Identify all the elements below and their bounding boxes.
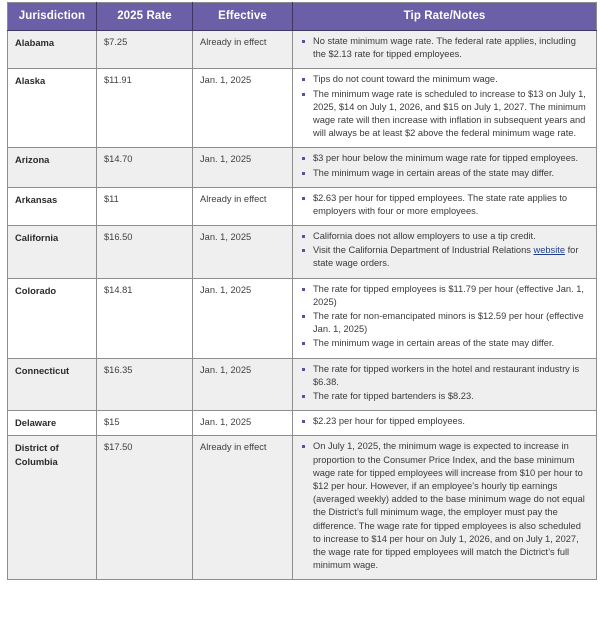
cell-rate: $11 (97, 187, 193, 225)
cell-notes (293, 278, 597, 358)
cell-jurisdiction: Arkansas (8, 187, 97, 225)
note-text-before-link: Visit the California Department of Industrial Relations (313, 245, 534, 256)
cell-notes (293, 226, 597, 279)
note-list (301, 192, 589, 218)
note-list (301, 152, 589, 179)
note-item: On July 1, 2025, the minimum wage is expected to increase in proportion to the Consumer Price Index, and the base minimum wage rate for tipped employees will increase from $10 per hour to $12 per hour. However, if an employee’s hourly tip earnings (averaged weekly) added to the base minimum wage do not equal the District’s full minimum wage, the employer must pay the difference. The wage rate for tipped employees is also scheduled to increase to $14 per hour on July 1, 2026, and on July 1, 2027, the wage rate for tipped employees will match the Dictrict’s full minimum wage. (301, 440, 589, 572)
table-row (8, 69, 597, 148)
cell-effective: Jan. 1, 2025 (193, 148, 293, 187)
column-header-effective: Effective (193, 3, 293, 31)
table-row (8, 411, 597, 436)
note-item: California does not allow employers to use a tip credit. (301, 230, 589, 243)
cell-rate: $16.50 (97, 226, 193, 279)
cell-jurisdiction: District of Columbia (8, 436, 97, 580)
cell-rate: $11.91 (97, 69, 193, 148)
table-row (8, 358, 597, 411)
cell-notes (293, 31, 597, 69)
note-item: $2.63 per hour for tipped employees. The state rate applies to employers with four or more employees. (301, 192, 589, 218)
note-list (301, 73, 589, 140)
note-item: Tips do not count toward the minimum wage. (301, 73, 589, 86)
cell-notes (293, 411, 597, 436)
cell-notes (293, 187, 597, 225)
cell-effective: Already in effect (193, 31, 293, 69)
note-list (301, 35, 589, 61)
note-item (301, 244, 589, 270)
cell-jurisdiction: Delaware (8, 411, 97, 436)
note-item: No state minimum wage rate. The federal rate applies, including the $2.13 rate for tipped employees. (301, 35, 589, 61)
cell-notes (293, 436, 597, 580)
note-text-after-link: for state wage orders. (313, 245, 579, 269)
note-item: The rate for non-emancipated minors is $12.59 per hour (effective Jan. 1, 2025) (301, 310, 589, 336)
cell-effective: Jan. 1, 2025 (193, 358, 293, 411)
note-item: The minimum wage rate is scheduled to increase to $13 on July 1, 2025, $14 on July 1, 2026, and $15 on July 1, 2027. The minimum wage rate will then increase with inflation in subsequent years and will always be at least $2 above the federal minimum wage rate. (301, 88, 589, 141)
cell-rate: $14.81 (97, 278, 193, 358)
note-item: $2.23 per hour for tipped employees. (301, 415, 589, 428)
note-item: The rate for tipped workers in the hotel and restaurant industry is $6.38. (301, 363, 589, 389)
column-header-notes: Tip Rate/Notes (293, 3, 597, 31)
cell-jurisdiction: Alabama (8, 31, 97, 69)
column-header-rate: 2025 Rate (97, 3, 193, 31)
cell-rate: $17.50 (97, 436, 193, 580)
table-header (8, 3, 597, 31)
cell-jurisdiction: California (8, 226, 97, 279)
cell-notes (293, 69, 597, 148)
minimum-wage-table (7, 2, 597, 580)
cell-jurisdiction: Alaska (8, 69, 97, 148)
cell-jurisdiction: Connecticut (8, 358, 97, 411)
note-list (301, 363, 589, 404)
note-list (301, 283, 589, 351)
cell-rate: $15 (97, 411, 193, 436)
cell-effective: Jan. 1, 2025 (193, 226, 293, 279)
column-header-jurisdiction: Jurisdiction (8, 3, 97, 31)
note-item: $3 per hour below the minimum wage rate for tipped employees. (301, 152, 589, 165)
table-row (8, 31, 597, 69)
cell-rate: $14.70 (97, 148, 193, 187)
note-item: The rate for tipped employees is $11.79 per hour (effective Jan. 1, 2025) (301, 283, 589, 309)
cell-notes (293, 358, 597, 411)
cell-effective: Jan. 1, 2025 (193, 69, 293, 148)
note-item: The rate for tipped bartenders is $8.23. (301, 390, 589, 403)
cell-jurisdiction: Arizona (8, 148, 97, 187)
table-body (8, 31, 597, 580)
website-link[interactable]: website (533, 245, 566, 256)
table-row (8, 148, 597, 187)
note-list (301, 415, 589, 428)
cell-rate: $16.35 (97, 358, 193, 411)
note-list (301, 440, 589, 572)
cell-effective: Already in effect (193, 436, 293, 580)
note-item: The minimum wage in certain areas of the state may differ. (301, 167, 589, 180)
cell-notes (293, 148, 597, 187)
note-item: The minimum wage in certain areas of the state may differ. (301, 337, 589, 350)
table-row (8, 436, 597, 580)
cell-effective: Jan. 1, 2025 (193, 411, 293, 436)
table-header-row (8, 3, 597, 31)
cell-jurisdiction: Colorado (8, 278, 97, 358)
note-list (301, 230, 589, 271)
table-row (8, 226, 597, 279)
cell-effective: Jan. 1, 2025 (193, 278, 293, 358)
cell-rate: $7.25 (97, 31, 193, 69)
table-row (8, 187, 597, 225)
cell-effective: Already in effect (193, 187, 293, 225)
table-row (8, 278, 597, 358)
